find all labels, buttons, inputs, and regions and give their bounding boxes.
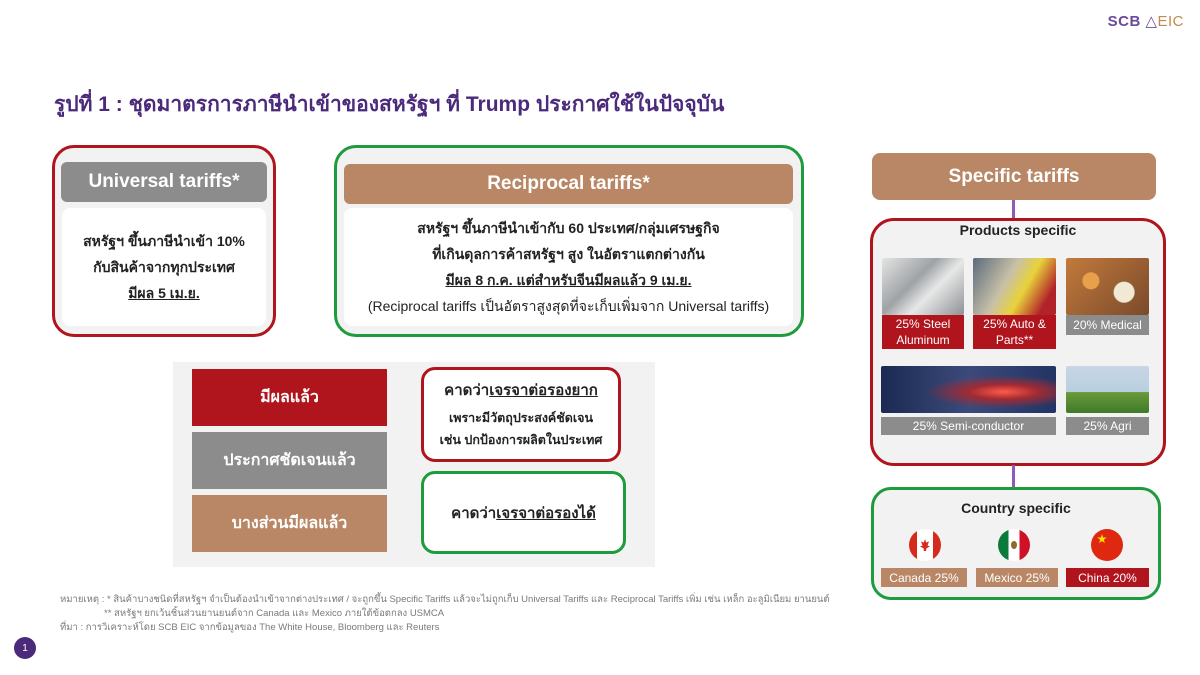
expect-hard-line-2: เช่น ปกป้องการผลิตในประเทศ bbox=[439, 433, 603, 447]
expect-hard-negotiation bbox=[421, 367, 621, 462]
expect-hard-title bbox=[444, 378, 598, 402]
footnote-remark: หมายเหตุ : * สินค้าบางชนิดที่สหรัฐฯ จำเป็นต้องนำเข้าจากต่างประเทศ / จะถูกขึ้น Specific Tariffs แล้วจะไม่ถูกเก็บ Universal Tariffs และ Reciprocal Tariffs เพิ่ม เช่น เหล็ก อะลูมิเนียม ยานยนต์ bbox=[60, 594, 830, 605]
footnote-source: ที่มา : การวิเคราะห์โดย SCB EIC จากข้อมูลของ The White House, Bloomberg และ Reuters bbox=[60, 622, 440, 633]
china-flag-icon bbox=[1091, 529, 1123, 561]
canada-flag-icon bbox=[909, 529, 941, 561]
brand-logo bbox=[1108, 12, 1184, 30]
brand-eic: EIC bbox=[1157, 13, 1184, 30]
legend-effective: มีผลแล้ว bbox=[192, 369, 387, 426]
label-medical: 20% Medical bbox=[1066, 315, 1149, 335]
connector-line bbox=[1012, 200, 1015, 218]
country-specific-title: Country specific bbox=[961, 500, 1071, 516]
brand-scb: SCB bbox=[1107, 13, 1141, 30]
label-auto: 25% Auto & Parts** bbox=[973, 315, 1056, 349]
expect-hard-line-1: เพราะมีวัตถุประสงค์ชัดเจน bbox=[448, 411, 594, 425]
legend-partial: บางส่วนมีผลแล้ว bbox=[192, 495, 387, 552]
expect-negotiable bbox=[421, 471, 626, 554]
medical-photo bbox=[1066, 258, 1149, 315]
universal-line-2: กับสินค้าจากทุกประเทศ bbox=[93, 259, 235, 275]
footnote-remark-2: ** สหรัฐฯ ยกเว้นชิ้นส่วนยานยนต์จาก Canada และ Mexico ภายใต้ข้อตกลง USMCA bbox=[104, 608, 445, 619]
expect-hard-title-pre: คาดว่า bbox=[444, 382, 490, 399]
reciprocal-line-1: สหรัฐฯ ขึ้นภาษีนำเข้ากับ 60 ประเทศ/กลุ่มเศรษฐกิจ bbox=[417, 220, 720, 236]
steel-photo bbox=[882, 258, 964, 315]
connector-line bbox=[1012, 465, 1015, 488]
expect-hard-title-underlined: เจรจาต่อรองยาก bbox=[489, 382, 598, 399]
label-china: China 20% bbox=[1066, 568, 1149, 587]
universal-tariffs-header: Universal tariffs* bbox=[61, 162, 267, 202]
universal-line-1: สหรัฐฯ ขึ้นภาษีนำเข้า 10% bbox=[83, 233, 245, 249]
label-agri: 25% Agri bbox=[1066, 417, 1149, 435]
reciprocal-tariffs-body bbox=[344, 208, 793, 326]
expect-ok-title-pre: คาดว่า bbox=[451, 504, 497, 522]
specific-tariffs-header: Specific tariffs bbox=[872, 153, 1156, 200]
auto-photo bbox=[973, 258, 1056, 315]
expect-ok-title-underlined: เจรจาต่อรองได้ bbox=[496, 504, 596, 522]
universal-tariffs-body bbox=[62, 208, 266, 326]
reciprocal-tariffs-header: Reciprocal tariffs* bbox=[344, 164, 793, 204]
label-canada: Canada 25% bbox=[881, 568, 967, 587]
brand-separator: △ bbox=[1140, 13, 1158, 30]
reciprocal-line-4: (Reciprocal tariffs เป็นอัตราสูงสุดที่จะเก็บเพิ่มจาก Universal tariffs) bbox=[367, 298, 770, 314]
page-title: รูปที่ 1 : ชุดมาตรการภาษีนำเข้าของสหรัฐฯ ที่ Trump ประกาศใช้ในปัจจุบัน bbox=[54, 93, 725, 116]
label-steel: 25% Steel Aluminum bbox=[882, 315, 964, 349]
semiconductor-photo bbox=[881, 366, 1056, 413]
page-number: 1 bbox=[14, 637, 36, 659]
universal-line-3: มีผล 5 เม.ย. bbox=[128, 285, 200, 301]
agri-photo bbox=[1066, 366, 1149, 413]
mexico-flag-icon bbox=[998, 529, 1030, 561]
products-specific-title: Products specific bbox=[959, 222, 1077, 238]
label-mexico: Mexico 25% bbox=[976, 568, 1058, 587]
reciprocal-line-2: ที่เกินดุลการค้าสหรัฐฯ สูง ในอัตราแตกต่างกัน bbox=[432, 246, 705, 262]
legend-announced: ประกาศชัดเจนแล้ว bbox=[192, 432, 387, 489]
reciprocal-line-3: มีผล 8 ก.ค. แต่สำหรับจีนมีผลแล้ว 9 เม.ย. bbox=[445, 272, 692, 288]
label-semiconductor: 25% Semi-conductor bbox=[881, 417, 1056, 435]
